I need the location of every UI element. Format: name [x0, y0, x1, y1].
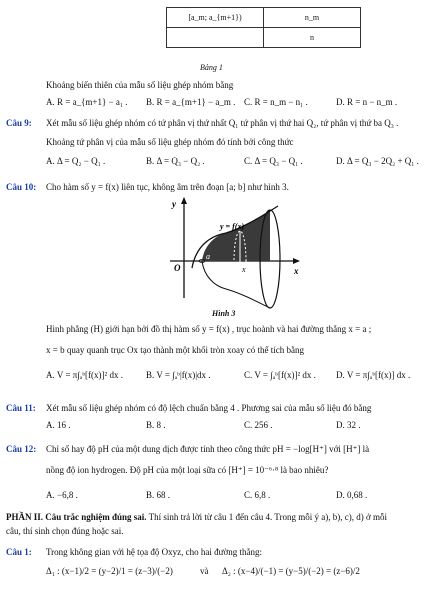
curve-label: y = f(x)	[220, 222, 245, 231]
option-b: B. R = a_{m+1} − a_m .	[146, 97, 236, 107]
option-c: C. 6,8 .	[244, 490, 271, 500]
option-b: B. Δ = Q₃ − Q₂ .	[146, 156, 205, 166]
option-a: A. Δ = Q₂ − Q₁ .	[46, 156, 106, 166]
question-stem: Cho hàm số y = f(x) liên tục, không âm trên đoạn [a; b] như hình 3.	[46, 182, 289, 192]
option-d: D. 32 .	[336, 420, 361, 430]
table-caption: Bảng 1	[200, 63, 223, 72]
x-axis-arrow-icon	[293, 258, 300, 264]
origin-label: O	[174, 263, 181, 273]
grouped-data-table	[166, 7, 361, 48]
option-b: B. V = ∫ₐᵇ|f(x)|dx .	[146, 370, 211, 380]
question-stem: Khoảng biến thiên của mẫu số liệu ghép nhóm bằng	[46, 80, 234, 90]
option-d: D. 0,68 .	[336, 490, 368, 500]
option-a: A. V = π∫ₐᵇ[f(x)]² dx .	[46, 370, 123, 380]
question-stem: Trong không gian với hệ tọa độ Oxyz, cho hai đường thẳng:	[46, 547, 263, 557]
question-body: Hình phẳng (H) giới hạn bởi đồ thị hàm số y = f(x) , trục hoành và hai đường thẳng x = a ;	[46, 324, 372, 334]
part-two-text-line2: câu, thí sinh chọn đúng hoặc sai.	[6, 526, 124, 536]
figure-caption: Hình 3	[212, 309, 236, 318]
y-axis-arrow-icon	[181, 197, 187, 204]
question-label: Câu 11:	[6, 403, 36, 413]
conjunction-text: và	[200, 566, 209, 576]
option-c: C. V = ∫ₐᵇ[f(x)]² dx .	[244, 370, 316, 380]
question-stem: Khoảng tứ phân vị của mẫu số liệu ghép nhóm đó tính bởi công thức	[46, 137, 294, 147]
function-graph-figure	[168, 196, 304, 310]
y-axis-label: y	[172, 199, 176, 209]
line-equation-2: Δ₂ : (x−4)/(−1) = (y−5)/(−2) = (z−6)/2	[222, 566, 360, 576]
option-d: D. V = π∫ₐᵇ[f(x)] dx .	[336, 370, 411, 380]
question-label: Câu 1:	[6, 547, 32, 557]
option-d: D. Δ = Q₃ − 2Q₂ + Q₁ .	[336, 156, 419, 166]
question-body: x = b quay quanh trục Ox tạo thành một khối tròn xoay có thể tích bằng	[46, 345, 305, 355]
option-a: A. 16 .	[46, 420, 71, 430]
option-c: C. R = n_m − n₁ .	[244, 97, 308, 107]
table-cell: n_m	[264, 8, 361, 28]
part-two-title: PHẦN II. Câu trắc nghiệm đúng sai.	[6, 512, 147, 522]
question-label: Câu 9:	[6, 118, 32, 128]
option-a: A. R = a_{m+1} − a₁ .	[46, 97, 128, 107]
x-axis-label: x	[294, 266, 299, 276]
x-mark-label: x	[242, 265, 246, 274]
question-stem: nồng độ ion hydrogen. Độ pH của một loại sữa có [H⁺] = 10⁻⁶·⁸ là bao nhiêu?	[46, 465, 329, 475]
b-label: b	[272, 252, 276, 261]
part-two-header	[6, 512, 387, 522]
option-c: C. 256 .	[244, 420, 273, 430]
table-cell	[167, 28, 264, 48]
question-stem: Xét mẫu số liệu ghép nhóm có độ lệch chuẩn bằng 4 . Phương sai của mẫu số liệu đó bằng	[46, 403, 372, 413]
option-a: A. −6,8 .	[46, 490, 78, 500]
part-two-text: Thí sinh trả lời từ câu 1 đến câu 4. Trong mỗi ý a), b), c), d) ở mỗi	[146, 512, 387, 522]
option-b: B. 68 .	[146, 490, 171, 500]
a-label: a	[206, 252, 210, 261]
table-cell: n	[264, 28, 361, 48]
table-cell: [a_m; a_{m+1})	[167, 8, 264, 28]
question-stem: Xét mẫu số liệu ghép nhóm có tứ phân vị thứ nhất Q₁ tứ phân vị thứ hai Q₂, tứ phân vị thứ ba Q₃ .	[46, 118, 399, 128]
line-equation-1: Δ₁ : (x−1)/2 = (y−2)/1 = (z−3)/(−2)	[46, 566, 173, 576]
option-b: B. 8 .	[146, 420, 166, 430]
option-d: D. R = n − n_m .	[336, 97, 398, 107]
question-label: Câu 12:	[6, 444, 37, 454]
question-stem: Chỉ số hay độ pH của một dung dịch được tính theo công thức pH = −log[H⁺] với [H⁺] là	[46, 444, 370, 454]
question-label: Câu 10:	[6, 182, 37, 192]
option-c: C. Δ = Q₃ − Q₁ .	[244, 156, 303, 166]
